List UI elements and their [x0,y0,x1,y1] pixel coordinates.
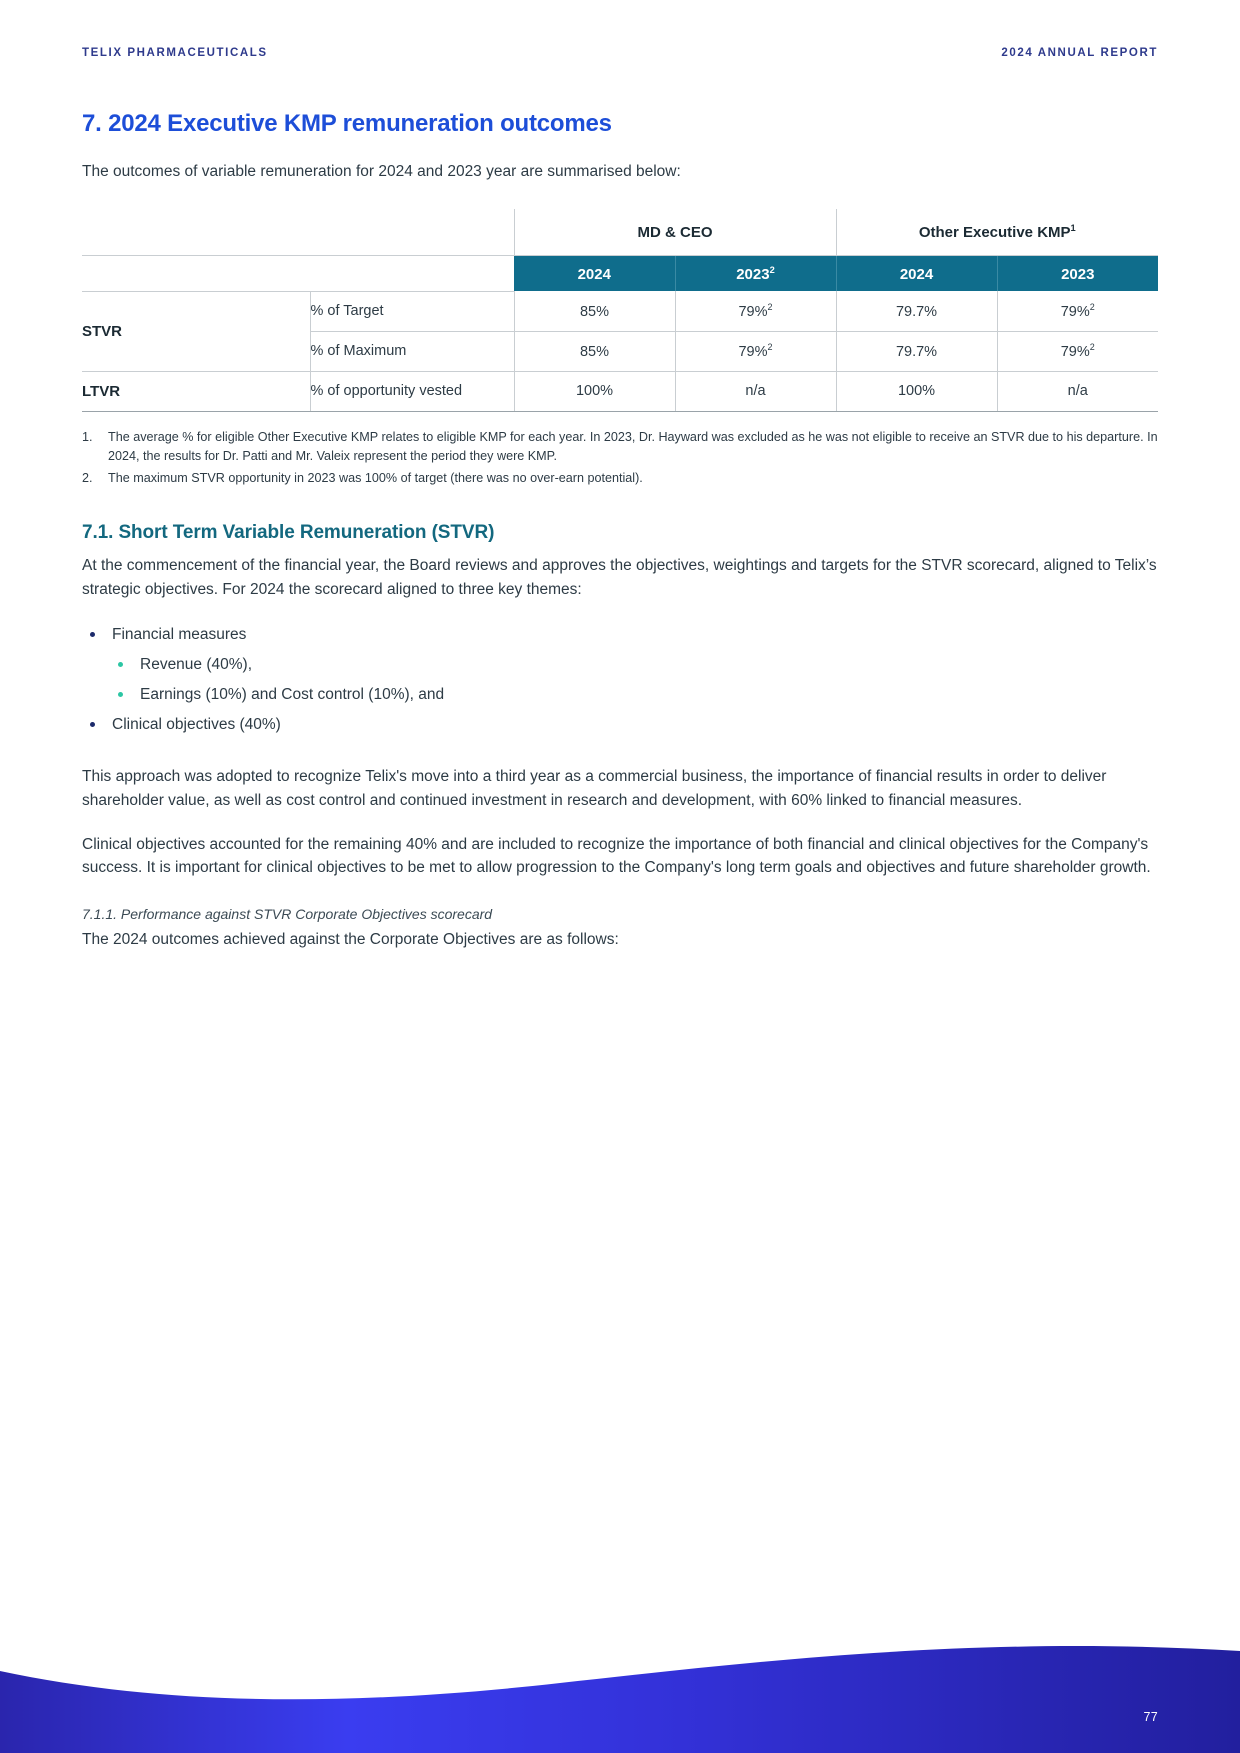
cell-value: 85% [579,303,610,320]
year-header-md-ceo-2024 [514,255,675,291]
row-metric-percent-opportunity-vested: % of opportunity vested [310,371,514,411]
cell-stvr-target-mdceo-2024 [514,291,675,331]
cell-stvr-max-otherkmp-2024 [836,331,997,371]
cell-stvr-max-otherkmp-2023 [997,331,1158,371]
row-metric-percent-of-target: % of Target [310,291,514,331]
financial-measures-sublist [112,653,1158,707]
bullet-dot-icon [118,692,123,697]
cell-footnote-ref: 2 [1089,302,1095,313]
running-header [82,47,1158,59]
cell-value: 85% [579,344,610,361]
bullet-dot-icon [90,722,95,727]
table-row [82,371,1158,411]
cell-value: 79% [738,344,768,361]
cell-stvr-max-mdceo-2023 [675,331,836,371]
remuneration-outcomes-table [82,209,1158,412]
subsection-title-performance-scorecard: 7.1.1. Performance against STVR Corporate Objectives scorecard [82,905,493,922]
cell-footnote-ref: 2 [767,342,773,353]
cell-ltvr-vested-mdceo-2023: n/a [675,371,836,411]
cell-stvr-max-mdceo-2024 [514,331,675,371]
year-header-md-ceo-2023-sup: 2 [769,264,775,275]
list-item-label: Financial measures [112,626,247,644]
group-header-other-kmp-label: Other Executive KMP [918,224,1071,241]
bullet-dot-icon [90,632,95,637]
footnote-item: The maximum STVR opportunity in 2023 was 100% of target (there was no over-earn potential). [108,470,643,485]
list-item [112,653,1158,677]
year-header-blank [82,255,514,291]
list-item [82,713,1158,737]
year-header-other-kmp-2024-label: 2024 [899,265,934,283]
running-header-right: 2024 ANNUAL REPORT [1001,47,1158,59]
group-header-other-kmp-footnote-ref: 1 [1070,223,1076,233]
cell-ltvr-vested-mdceo-2024: 100% [514,371,675,411]
page-number: 77 [1143,1710,1158,1724]
cell-value: 79% [1060,344,1090,361]
group-header-md-ceo [514,209,836,255]
table-year-header-row [82,255,1158,291]
cell-value: 79% [738,303,768,320]
cell-footnote-ref: 2 [767,302,773,313]
cell-footnote-ref: 2 [1089,342,1095,353]
subsection-paragraph-2: This approach was adopted to recognize Telix's move into a third year as a commercial business, the importance of financial results in order to deliver shareholder value, as well as cost control and continued investment in research and development, with 60% linked to financial measures. [82,768,1107,809]
list-item [112,683,1158,707]
page-title: 7. 2024 Executive KMP remuneration outcomes [82,110,612,137]
cell-value: 79.7% [895,344,938,361]
row-group-label-ltvr: LTVR [82,371,310,411]
list-item [82,623,1158,707]
table-row [82,291,1158,331]
table-footnotes [82,428,1158,489]
bullet-dot-icon [118,662,123,667]
cell-value: 79.7% [895,303,938,320]
year-header-md-ceo-2023 [675,255,836,291]
cell-stvr-target-otherkmp-2023 [997,291,1158,331]
table-group-header-row [82,209,1158,255]
year-header-other-kmp-2023-label: 2023 [1061,265,1095,283]
row-group-label-stvr: STVR [82,291,310,371]
running-header-left: TELIX PHARMACEUTICALS [82,47,268,59]
cell-value: 79% [1060,303,1090,320]
cell-ltvr-vested-otherkmp-2024: 100% [836,371,997,411]
cell-stvr-target-mdceo-2023 [675,291,836,331]
cell-ltvr-vested-otherkmp-2023: n/a [997,371,1158,411]
year-header-other-kmp-2024 [836,255,997,291]
group-header-other-kmp [836,209,1158,255]
list-item-label: Revenue (40%), [140,656,253,674]
group-header-blank [82,209,514,255]
list-item-label: Earnings (10%) and Cost control (10%), and [140,686,445,704]
subsection-title-stvr: 7.1. Short Term Variable Remuneration (STVR) [82,522,495,544]
group-header-md-ceo-label: MD & CEO [637,223,713,241]
intro-paragraph: The outcomes of variable remuneration for 2024 and 2023 year are summarised below: [82,163,681,180]
list-item-label: Clinical objectives (40%) [112,716,281,734]
subsection-paragraph-3: Clinical objectives accounted for the remaining 40% and are included to recognize the importance of both financial and clinical objectives for the Company's success. It is important for clinical objectives to be met to allow progression to the Company's long term goals and objectives and future shareholder growth. [82,835,1151,877]
stvr-themes-list [82,623,1158,737]
year-header-md-ceo-2023-label: 2023 [736,265,770,283]
page-content [82,110,1158,971]
year-header-other-kmp-2023 [997,255,1158,291]
cell-stvr-target-otherkmp-2024 [836,291,997,331]
year-header-md-ceo-2024-label: 2024 [577,265,611,283]
row-metric-percent-of-maximum: % of Maximum [310,331,514,371]
footnote-item: The average % for eligible Other Executive KMP relates to eligible KMP for each year. In 2023, Dr. Hayward was excluded as he was not eligible to receive an STVR due to his departure. In 2024, the results for Dr. Patti and Mr. Valeix represent the period they were KMP. [108,429,1158,464]
footer-wave-graphic [0,1543,1240,1753]
subsection-paragraph-1: At the commencement of the financial year, the Board reviews and approves the objectives, weightings and targets for the STVR scorecard, aligned to Telix’s strategic objectives. For 2024 the scorecard aligned to three key themes: [82,557,1157,598]
subsection-paragraph-4: The 2024 outcomes achieved against the Corporate Objectives are as follows: [82,930,619,948]
